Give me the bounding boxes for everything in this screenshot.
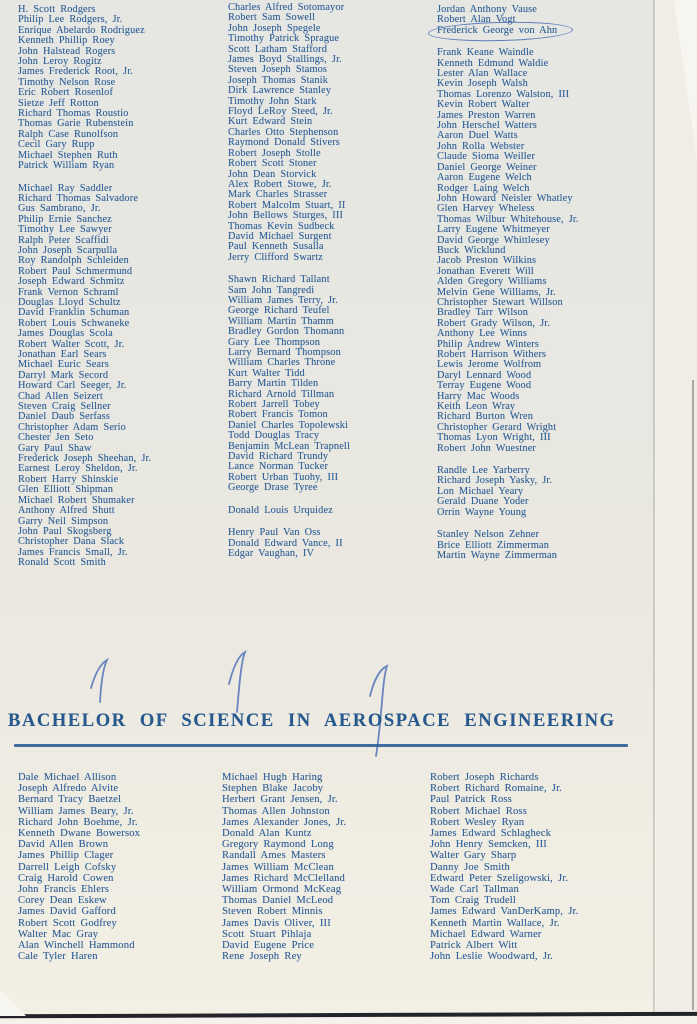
graduate-name: Ralph Peter Scaffidi xyxy=(18,234,109,246)
graduate-name: Daryl Lennard Wood xyxy=(437,369,532,381)
name-column-right xyxy=(437,5,579,561)
graduate-name: Gerald Duane Yoder xyxy=(437,496,529,508)
name-column-bottom-left xyxy=(18,772,140,962)
graduate-name: Joseph Thomas Stanik xyxy=(228,74,329,86)
name-column-bottom-middle xyxy=(222,772,346,962)
graduate-name: Anthony Lee Winns xyxy=(437,328,527,340)
graduate-name: Richard Joseph Yasky, Jr. xyxy=(437,475,553,487)
name-group xyxy=(18,772,140,962)
graduate-name: Steven Craig Sellner xyxy=(18,401,111,413)
graduate-name: Joseph Alfredo Alvite xyxy=(18,783,119,795)
graduate-name: Roy Randolph Schleiden xyxy=(18,255,129,267)
graduate-name: Darrell Leigh Cofsky xyxy=(18,861,117,873)
graduate-name: Cecil Gary Rupp xyxy=(18,139,95,151)
graduate-name: John Francis Ehlers xyxy=(18,884,110,896)
graduate-name: William James Beary, Jr. xyxy=(18,805,134,817)
graduate-name: Daniel Daub Serfass xyxy=(18,411,111,423)
graduate-name: Robert Malcolm Stuart, II xyxy=(228,199,346,211)
graduate-name: Aaron Duel Watts xyxy=(437,130,518,142)
graduate-name: Edward Peter Szeligowski, Jr. xyxy=(430,872,569,884)
graduate-name: James Frederick Root, Jr. xyxy=(18,66,133,78)
graduate-name: Benjamin McLean Trapnell xyxy=(228,440,350,452)
graduate-name: Lewis Jerome Wolfrom xyxy=(437,359,542,371)
graduate-name: Mark Charles Strasser xyxy=(228,189,328,201)
section-heading-wrap xyxy=(8,711,616,732)
graduate-name: Christopher Dana Slack xyxy=(18,536,125,548)
graduate-name: Christopher Stewart Willson xyxy=(437,296,563,308)
graduate-name: Robert Harry Shinskie xyxy=(18,473,119,485)
graduate-name: Robert Sam Sowell xyxy=(228,12,316,24)
graduate-name: Richard Thomas Salvadore xyxy=(18,192,139,204)
graduate-name: Kevin Robert Walter xyxy=(437,99,530,111)
graduate-name: Alex Robert Stowe, Jr. xyxy=(228,178,332,190)
graduate-name: William James Terry, Jr. xyxy=(228,294,338,306)
graduate-name: John Halstead Rogers xyxy=(18,45,116,57)
graduate-name: Robert Urban Tuohy, III xyxy=(228,471,339,483)
graduate-name: Charles Otto Stephenson xyxy=(228,126,339,138)
graduate-name: David Franklin Schuman xyxy=(18,307,130,319)
graduate-name: Walter Gary Sharp xyxy=(430,850,517,862)
graduate-name: Robert Alan Vogt xyxy=(437,14,516,26)
graduate-name: James Davis Oliver, III xyxy=(222,917,331,929)
graduate-name: Jerry Clifford Swartz xyxy=(228,251,323,263)
graduate-name: Eric Robert Rosenlof xyxy=(18,87,114,99)
graduate-name: Terray Eugene Wood xyxy=(437,380,532,392)
name-group xyxy=(437,466,579,518)
graduate-name: George Drase Tyree xyxy=(228,482,318,494)
graduate-name: Robert Paul Schmermund xyxy=(18,265,133,277)
graduate-name: David George Whittlesey xyxy=(437,234,550,246)
graduate-name: Richard Burton Wren xyxy=(437,411,533,423)
graduate-name: John Rolla Webster xyxy=(437,140,525,152)
graduate-name: Kenneth Edmund Waldie xyxy=(437,57,549,69)
name-group xyxy=(430,772,578,962)
graduate-name: Robert John Wuestner xyxy=(437,442,537,454)
graduate-name: Gary Lee Thompson xyxy=(228,336,321,348)
graduate-name: Craig Harold Cowen xyxy=(18,872,114,884)
graduate-name: H. Scott Rodgers xyxy=(18,4,96,15)
graduate-name: Michael Euric Sears xyxy=(18,359,109,371)
graduate-name: James Douglas Scola xyxy=(18,328,113,340)
graduate-name: Chad Allen Seizert xyxy=(18,390,104,402)
graduate-name: John Howard Neisler Whatley xyxy=(437,192,573,204)
graduate-name: Daniel Charles Topolewski xyxy=(228,419,349,431)
name-group xyxy=(228,528,350,559)
graduate-name: Kenneth Martin Wallace, Jr. xyxy=(430,917,560,929)
graduate-name: Raymond Donald Stivers xyxy=(228,137,340,149)
graduate-name: Henry Paul Van Oss xyxy=(228,527,321,539)
graduate-name: Patrick William Ryan xyxy=(18,160,115,172)
graduate-name: Cale Tyler Haren xyxy=(18,951,98,963)
graduate-name: Dirk Lawrence Stanley xyxy=(228,85,332,97)
graduate-name: Claude Sioma Weiller xyxy=(437,151,536,163)
graduate-name: Robert Richard Romaine, Jr. xyxy=(430,783,562,795)
graduate-name: Paul Patrick Ross xyxy=(430,794,512,806)
graduate-name: Christopher Gerard Wright xyxy=(437,421,557,433)
graduate-name: David Eugene Price xyxy=(222,940,315,952)
graduate-name: Jordan Anthony Vause xyxy=(437,4,538,15)
graduate-name: James William McClean xyxy=(222,861,334,873)
graduate-name: Anthony Alfred Shutt xyxy=(18,505,115,517)
name-group xyxy=(222,772,346,962)
graduate-name: Alan Winchell Hammond xyxy=(18,940,135,952)
graduate-name: Robert Grady Wilson, Jr. xyxy=(437,317,551,329)
graduate-name: Robert Michael Ross xyxy=(430,805,527,817)
graduate-name: Michael Ray Saddler xyxy=(18,182,113,194)
graduate-name: Scott Stuart Pihlaja xyxy=(222,928,312,940)
graduate-name: Donald Alan Kuntz xyxy=(222,828,312,840)
graduate-name: Richard Thomas Roustio xyxy=(18,108,129,120)
graduate-name: Bradley Gordon Thomann xyxy=(228,326,345,338)
graduate-name: Kurt Walter Tidd xyxy=(228,367,305,379)
graduate-name: Christopher Adam Serio xyxy=(18,421,126,433)
graduate-name: Robert Scott Stoner xyxy=(228,158,317,170)
graduate-name: Philip Ernie Sanchez xyxy=(18,213,112,225)
graduate-name: Jonathan Earl Sears xyxy=(18,349,107,360)
graduate-name: James Edward Schlagheck xyxy=(430,828,552,840)
name-column-bottom-right xyxy=(430,772,578,962)
graduate-name: James Preston Warren xyxy=(437,109,536,121)
heading-underline-rule xyxy=(14,744,628,747)
graduate-name: William Martin Thamm xyxy=(228,315,334,327)
graduate-name: Sietze Jeff Rotton xyxy=(18,97,99,109)
page-edge-strip xyxy=(655,0,697,1024)
graduate-name: Kenneth Dwane Bowersox xyxy=(18,828,141,840)
graduate-name: Martin Wayne Zimmerman xyxy=(437,549,558,561)
graduate-name: Robert Walter Scott, Jr. xyxy=(18,338,125,350)
graduate-name: James David Gafford xyxy=(18,906,116,918)
graduate-name: John Bellows Sturges, III xyxy=(228,210,344,222)
graduate-name: Thomas Lyon Wright, III xyxy=(437,432,551,444)
graduate-name: Robert Scott Godfrey xyxy=(18,917,117,929)
graduate-name: Stanley Nelson Zehner xyxy=(437,529,540,541)
graduate-name: Rene Joseph Rey xyxy=(222,951,302,963)
name-group xyxy=(18,184,151,569)
graduate-name: Patrick Albert Witt xyxy=(430,940,518,952)
graduate-name: Bradley Tarr Wilson xyxy=(437,307,529,319)
graduate-name: Michael Stephen Ruth xyxy=(18,149,118,161)
graduate-name: Steven Robert Minnis xyxy=(222,906,323,918)
graduate-name: Michael Hugh Haring xyxy=(222,772,323,783)
graduate-name: William Ormond McKeag xyxy=(222,884,342,896)
graduate-name: Robert Harrison Withers xyxy=(437,349,547,360)
graduate-name: Howard Carl Seeger, Jr. xyxy=(18,380,127,392)
graduate-name: Walter Mac Gray xyxy=(18,928,99,940)
graduate-name: James Boyd Stallings, Jr. xyxy=(228,54,342,66)
graduate-name-circled: Frederick George von Ahn xyxy=(437,24,558,36)
graduate-name: John Leslie Woodward, Jr. xyxy=(430,951,553,963)
graduate-name: Michael Robert Shumaker xyxy=(18,494,135,506)
graduate-name: Glen Elliott Shipman xyxy=(18,484,114,496)
graduate-name: Philip Andrew Winters xyxy=(437,338,540,350)
graduate-name: Frederick Joseph Sheehan, Jr. xyxy=(18,453,152,465)
graduate-name: Gregory Raymond Long xyxy=(222,839,334,851)
section-heading: BACHELOR OF SCIENCE IN AEROSPACE ENGINEERING xyxy=(8,711,616,731)
graduate-name: Frank Vernon Schraml xyxy=(18,286,119,298)
graduate-name: William Charles Throne xyxy=(228,357,336,369)
graduate-name: David Allen Brown xyxy=(18,839,109,851)
graduate-name: Robert Wesley Ryan xyxy=(430,816,525,828)
graduate-name: Randle Lee Yarberry xyxy=(437,465,530,477)
graduate-name: John Joseph Scarpulla xyxy=(18,244,118,256)
graduate-name: Corey Dean Eskew xyxy=(18,895,107,907)
graduate-name: John Henry Semcken, III xyxy=(430,839,547,851)
graduate-name: Keith Leon Wray xyxy=(437,401,516,413)
graduate-name: Steven Joseph Stamos xyxy=(228,64,328,76)
graduate-name: Darryl Mark Secord xyxy=(18,369,109,381)
graduate-name: Kenneth Phillip Roey xyxy=(18,35,115,47)
graduate-name: Charles Alfred Sotomayor xyxy=(228,2,345,13)
graduate-name: John Leroy Rogitz xyxy=(18,56,102,68)
graduate-name: Aaron Eugene Welch xyxy=(437,172,532,184)
graduate-name: Chester Jen Seto xyxy=(18,432,94,444)
page-edge-hairline xyxy=(692,380,694,1010)
graduate-name: David Richard Trundy xyxy=(228,451,329,463)
graduate-name: Thomas Kevin Sudbeck xyxy=(228,220,335,232)
graduate-name: Buck Wicklund xyxy=(437,244,506,256)
graduate-name: Thomas Wilbur Whitehouse, Jr. xyxy=(437,213,579,225)
graduate-name: Barry Martin Tilden xyxy=(228,378,319,390)
graduate-name: Thomas Lorenzo Walston, III xyxy=(437,88,570,100)
graduate-name: Brice Elliott Zimmerman xyxy=(437,539,550,551)
graduate-name: Randall Ames Masters xyxy=(222,850,326,862)
page-bottom-corner xyxy=(0,990,26,1016)
graduate-name: Jacob Preston Wilkins xyxy=(437,255,537,267)
graduate-name: John Joseph Spegele xyxy=(228,22,321,34)
graduate-name: Wade Carl Tallman xyxy=(430,884,519,896)
graduate-name: Kurt Edward Stein xyxy=(228,116,313,128)
graduate-name: Dale Michael Allison xyxy=(18,772,117,783)
graduate-name: Bernard Tracy Baetzel xyxy=(18,794,122,806)
pen-check-mark-icon xyxy=(88,658,114,704)
graduate-name: Tom Craig Trudell xyxy=(430,895,516,907)
graduate-name: Todd Douglas Tracy xyxy=(228,430,320,442)
graduate-name: Michael Edward Warner xyxy=(430,928,542,940)
graduate-name: Kevin Joseph Walsh xyxy=(437,78,528,90)
graduate-name: Timothy Nelson Rose xyxy=(18,76,116,88)
graduate-name: Thomas Garie Rubenstein xyxy=(18,118,134,130)
graduate-name: Lon Michael Yeary xyxy=(437,485,524,497)
graduate-name: David Michael Surgent xyxy=(228,230,332,242)
graduate-name: Larry Eugene Whitmeyer xyxy=(437,224,550,236)
graduate-name: Enrique Abelardo Rodriguez xyxy=(18,24,145,36)
graduate-name: Robert Jarrell Tobey xyxy=(228,399,320,411)
graduate-name: James Francis Small, Jr. xyxy=(18,546,128,558)
graduate-name: Robert Joseph Stolle xyxy=(228,147,321,159)
graduate-name: Scott Latham Stafford xyxy=(228,43,328,55)
graduate-name: Philip Lee Rodgers, Jr. xyxy=(18,14,123,26)
graduate-name: Jonathan Everett Will xyxy=(437,265,534,277)
graduate-name: Lester Alan Wallace xyxy=(437,68,528,80)
name-column-left xyxy=(18,5,151,569)
graduate-name: Sam John Tangredi xyxy=(228,284,315,296)
graduate-name: Melvin Gene Williams, Jr. xyxy=(437,286,556,298)
graduate-name: Larry Bernard Thompson xyxy=(228,347,341,358)
graduate-name: Richard John Boehme, Jr. xyxy=(18,816,138,828)
name-group xyxy=(18,5,151,172)
page-crease-line xyxy=(653,0,655,1024)
pen-check-mark-icon xyxy=(226,650,252,714)
graduate-name: James Phillip Clager xyxy=(18,850,114,862)
graduate-name: James Alexander Jones, Jr. xyxy=(222,816,347,828)
graduate-name: Gus Sambrano, Jr. xyxy=(18,203,101,215)
graduate-name: Timothy Patrick Sprague xyxy=(228,33,340,45)
graduate-name: Donald Louis Urquidez xyxy=(228,504,333,516)
graduate-name: Garry Neil Simpson xyxy=(18,515,109,527)
graduate-name: Thomas Allen Johnston xyxy=(222,805,330,817)
graduate-name: Donald Edward Vance, II xyxy=(228,537,343,549)
name-group xyxy=(437,48,579,454)
graduate-name: Lance Norman Tucker xyxy=(228,461,329,473)
graduate-name: Glen Harvey Wheless xyxy=(437,203,535,215)
name-group xyxy=(228,506,350,516)
graduate-name: Timothy John Stark xyxy=(228,95,317,107)
graduate-name: Frank Keane Waindle xyxy=(437,47,534,59)
graduate-name: Daniel George Weiner xyxy=(437,161,537,173)
graduate-name: Gary Paul Shaw xyxy=(18,442,92,454)
graduate-name: Thomas Daniel McLeod xyxy=(222,895,334,907)
graduate-name: John Dean Storvick xyxy=(228,168,317,180)
graduate-name: Robert Louis Schwaneke xyxy=(18,317,130,329)
name-group xyxy=(228,3,350,263)
graduate-name: Richard Arnold Tillman xyxy=(228,388,335,400)
graduate-name: Robert Francis Tomon xyxy=(228,409,328,421)
graduate-name: Danny Joe Smith xyxy=(430,861,510,873)
graduate-name: Robert Joseph Richards xyxy=(430,772,539,783)
graduate-name: Alden Gregory Williams xyxy=(437,276,547,288)
name-column-middle xyxy=(228,3,350,559)
graduate-name: Earnest Leroy Sheldon, Jr. xyxy=(18,463,138,475)
graduate-name: Floyd LeRoy Steed, Jr. xyxy=(228,106,333,118)
graduate-name: Rodger Laing Welch xyxy=(437,182,530,194)
graduate-name: Ralph Case Runolfson xyxy=(18,128,119,140)
graduate-name: Orrin Wayne Young xyxy=(437,506,527,518)
name-group xyxy=(228,275,350,494)
graduate-name: George Richard Teufel xyxy=(228,305,330,317)
graduate-name: Joseph Edward Schmitz xyxy=(18,276,125,288)
graduate-name: James Richard McClelland xyxy=(222,872,346,884)
graduate-name: Edgar Vaughan, IV xyxy=(228,547,315,559)
graduate-name: Stephen Blake Jacoby xyxy=(222,783,324,795)
graduate-name: Paul Kenneth Susalla xyxy=(228,241,324,253)
graduate-name: Douglas Lloyd Schultz xyxy=(18,296,121,308)
name-group xyxy=(437,5,579,36)
graduate-name: Harry Mac Woods xyxy=(437,390,520,402)
graduate-name: James Edward VanDerKamp, Jr. xyxy=(430,906,579,918)
name-group xyxy=(437,530,579,561)
graduate-name: John Herschel Watters xyxy=(437,120,537,132)
graduate-name: Ronald Scott Smith xyxy=(18,557,106,569)
graduate-name: Herbert Grant Jensen, Jr. xyxy=(222,794,338,806)
graduate-name: John Paul Skogsberg xyxy=(18,525,112,537)
graduate-name: Shawn Richard Tallant xyxy=(228,274,330,286)
graduate-name: Timothy Lee Sawyer xyxy=(18,224,112,236)
